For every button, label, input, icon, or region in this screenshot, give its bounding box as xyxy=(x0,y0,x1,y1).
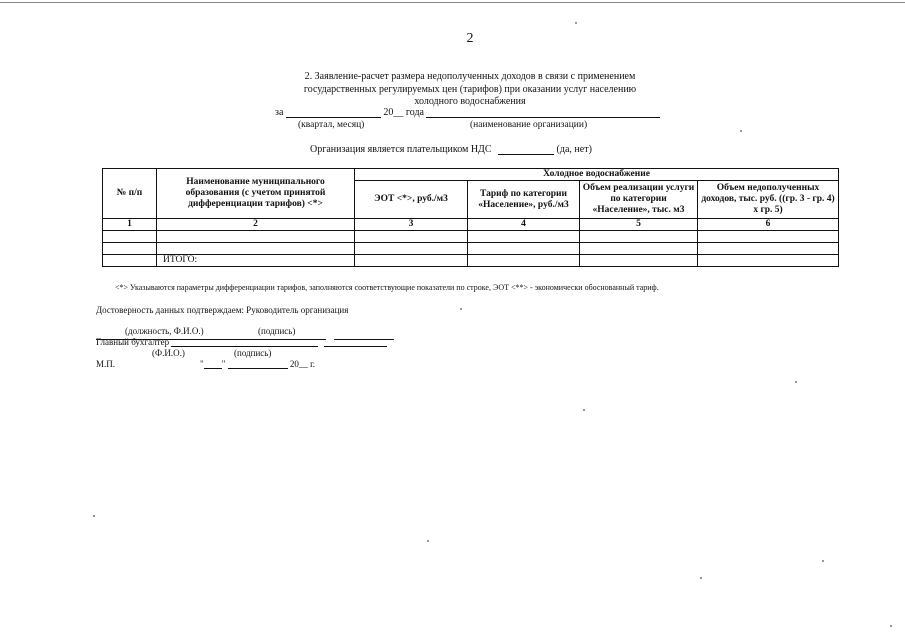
total-label: ИТОГО: xyxy=(157,255,355,267)
header-volume: Объем реализации услуги по категории «Население», тыс. м3 xyxy=(580,181,698,219)
scan-speck xyxy=(427,540,429,542)
date-month-blank[interactable] xyxy=(228,359,288,369)
chief-accountant-name-blank[interactable] xyxy=(171,337,318,347)
title-line-3: холодного водоснабжения xyxy=(414,96,526,107)
header-cold-water: Холодное водоснабжение xyxy=(355,169,839,181)
confirmation-text: Достоверность данных подтверждаем: Руководитель организация xyxy=(96,305,349,315)
scan-speck xyxy=(795,381,797,383)
caption-organization: (наименование организации) xyxy=(470,120,588,130)
organization-blank[interactable] xyxy=(426,108,660,118)
footnote: <*> Указываются параметры дифференциации тарифов, заполняются соответствующие показатели по строке, ЭОТ <**> - экономически обоснованный тариф. xyxy=(115,283,659,292)
column-numbers-row xyxy=(103,219,839,231)
vat-label: Организация является плательщиком НДС xyxy=(310,144,492,155)
caption-sign-2: (подпись) xyxy=(234,348,272,358)
column-number: 5 xyxy=(580,219,698,231)
table-row xyxy=(103,243,839,255)
date-year: 20__ xyxy=(289,359,308,369)
period-blank[interactable] xyxy=(286,108,381,118)
header-income: Объем недополученных доходов, тыс. руб. ((гр. 3 - гр. 4) x гр. 5) xyxy=(698,181,839,219)
scan-speck xyxy=(890,625,892,627)
caption-period: (квартал, месяц) xyxy=(298,120,365,130)
caption-position: (должность, Ф.И.О.) xyxy=(125,326,204,336)
scan-speck xyxy=(740,130,742,132)
period-prefix: за xyxy=(275,107,284,118)
scan-speck xyxy=(700,577,702,579)
column-number: 4 xyxy=(468,219,580,231)
date-suffix: г. xyxy=(310,359,316,369)
scan-speck xyxy=(93,515,95,517)
header-number: № п/п xyxy=(103,169,157,219)
water-supply-table xyxy=(102,168,839,267)
vat-options: (да, нет) xyxy=(556,144,592,155)
scan-speck xyxy=(822,560,824,562)
stamp-label: М.П. xyxy=(96,359,116,369)
top-border-line xyxy=(0,2,905,3)
total-row xyxy=(103,255,839,267)
table-row xyxy=(103,231,839,243)
chief-accountant-line xyxy=(96,337,387,347)
chief-accountant-sign-blank[interactable] xyxy=(324,337,387,347)
header-eot: ЭОТ <*>, руб./м3 xyxy=(355,181,468,219)
date-quote-open: " xyxy=(200,359,204,369)
date-line xyxy=(200,359,315,369)
title-line-2: государственных регулируемых цен (тарифов) при оказании услуг населению xyxy=(303,83,637,95)
column-number: 1 xyxy=(103,219,157,231)
page-number: 2 xyxy=(466,31,474,46)
period-line xyxy=(275,107,660,118)
header-tariff: Тариф по категории «Население», руб./м3 xyxy=(468,181,580,219)
date-day-blank[interactable] xyxy=(204,359,222,369)
caption-fio: (Ф.И.О.) xyxy=(152,348,185,358)
date-quote-close: " xyxy=(221,359,226,369)
document-title xyxy=(230,71,710,109)
column-number: 6 xyxy=(698,219,839,231)
column-number: 3 xyxy=(355,219,468,231)
vat-line xyxy=(310,144,592,155)
scan-speck xyxy=(583,409,585,411)
column-number: 2 xyxy=(157,219,355,231)
scan-speck xyxy=(460,308,462,310)
caption-sign: (подпись) xyxy=(258,326,296,336)
title-line-1: 2. Заявление-расчет размера недополученных доходов в связи с применением xyxy=(304,71,636,82)
header-municipality: Наименование муниципального образования (с учетом принятой дифференциации тарифов) <*> xyxy=(157,169,355,219)
scan-speck xyxy=(575,22,577,24)
period-year: 20__ года xyxy=(383,107,424,118)
chief-accountant-label: Главный бухгалтер xyxy=(96,337,170,347)
vat-blank[interactable] xyxy=(498,145,554,155)
